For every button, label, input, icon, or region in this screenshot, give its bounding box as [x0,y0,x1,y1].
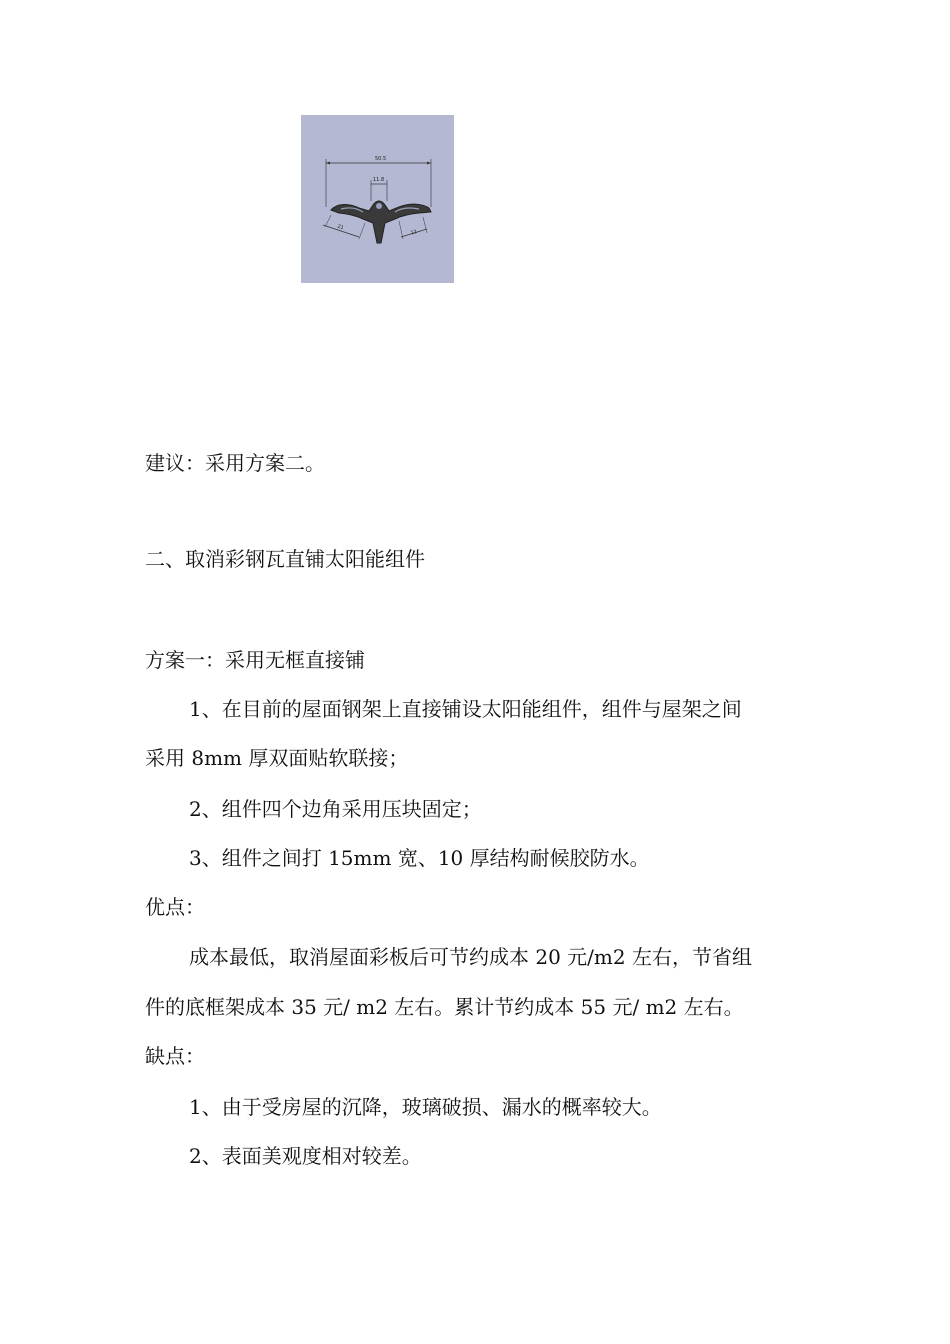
section-two-heading: 二、取消彩钢瓦直铺太阳能组件 [145,547,425,571]
right-leg-label: 12 [410,229,418,237]
step1-line1: 1、在目前的屋面钢架上直接铺设太阳能组件，组件与屋架之间 [189,697,742,721]
overall-width-label: 50.5 [375,156,387,162]
disadvantage2-text: 2、表面美观度相对较差。 [189,1144,422,1168]
left-leg-label: 21 [336,223,345,232]
advantage-line1: 成本最低，取消屋面彩板后可节约成本 20 元/m2 左右，节省组 [189,945,752,969]
step2-text: 2、组件四个边角采用压块固定； [189,797,482,821]
disadvantages-label: 缺点： [145,1044,205,1068]
plan-one-heading: 方案一：采用无框直接铺 [145,648,365,672]
advantage-line2: 件的底框架成本 35 元/ m2 左右。累计节约成本 55 元/ m2 左右。 [145,995,744,1019]
seal-profile-drawing [301,115,454,283]
step3-text: 3、组件之间打 15mm 宽、10 厚结构耐候胶防水。 [189,846,650,870]
suggestion-text: 建议：采用方案二。 [145,451,325,475]
disadvantage1-text: 1、由于受房屋的沉降，玻璃破损、漏水的概率较大。 [189,1095,662,1119]
advantages-label: 优点： [145,895,205,919]
step1-line2: 采用 8mm 厚双面贴软联接； [145,746,409,770]
center-width-label: 11.8 [373,177,385,183]
seal-profile-figure [301,115,454,283]
